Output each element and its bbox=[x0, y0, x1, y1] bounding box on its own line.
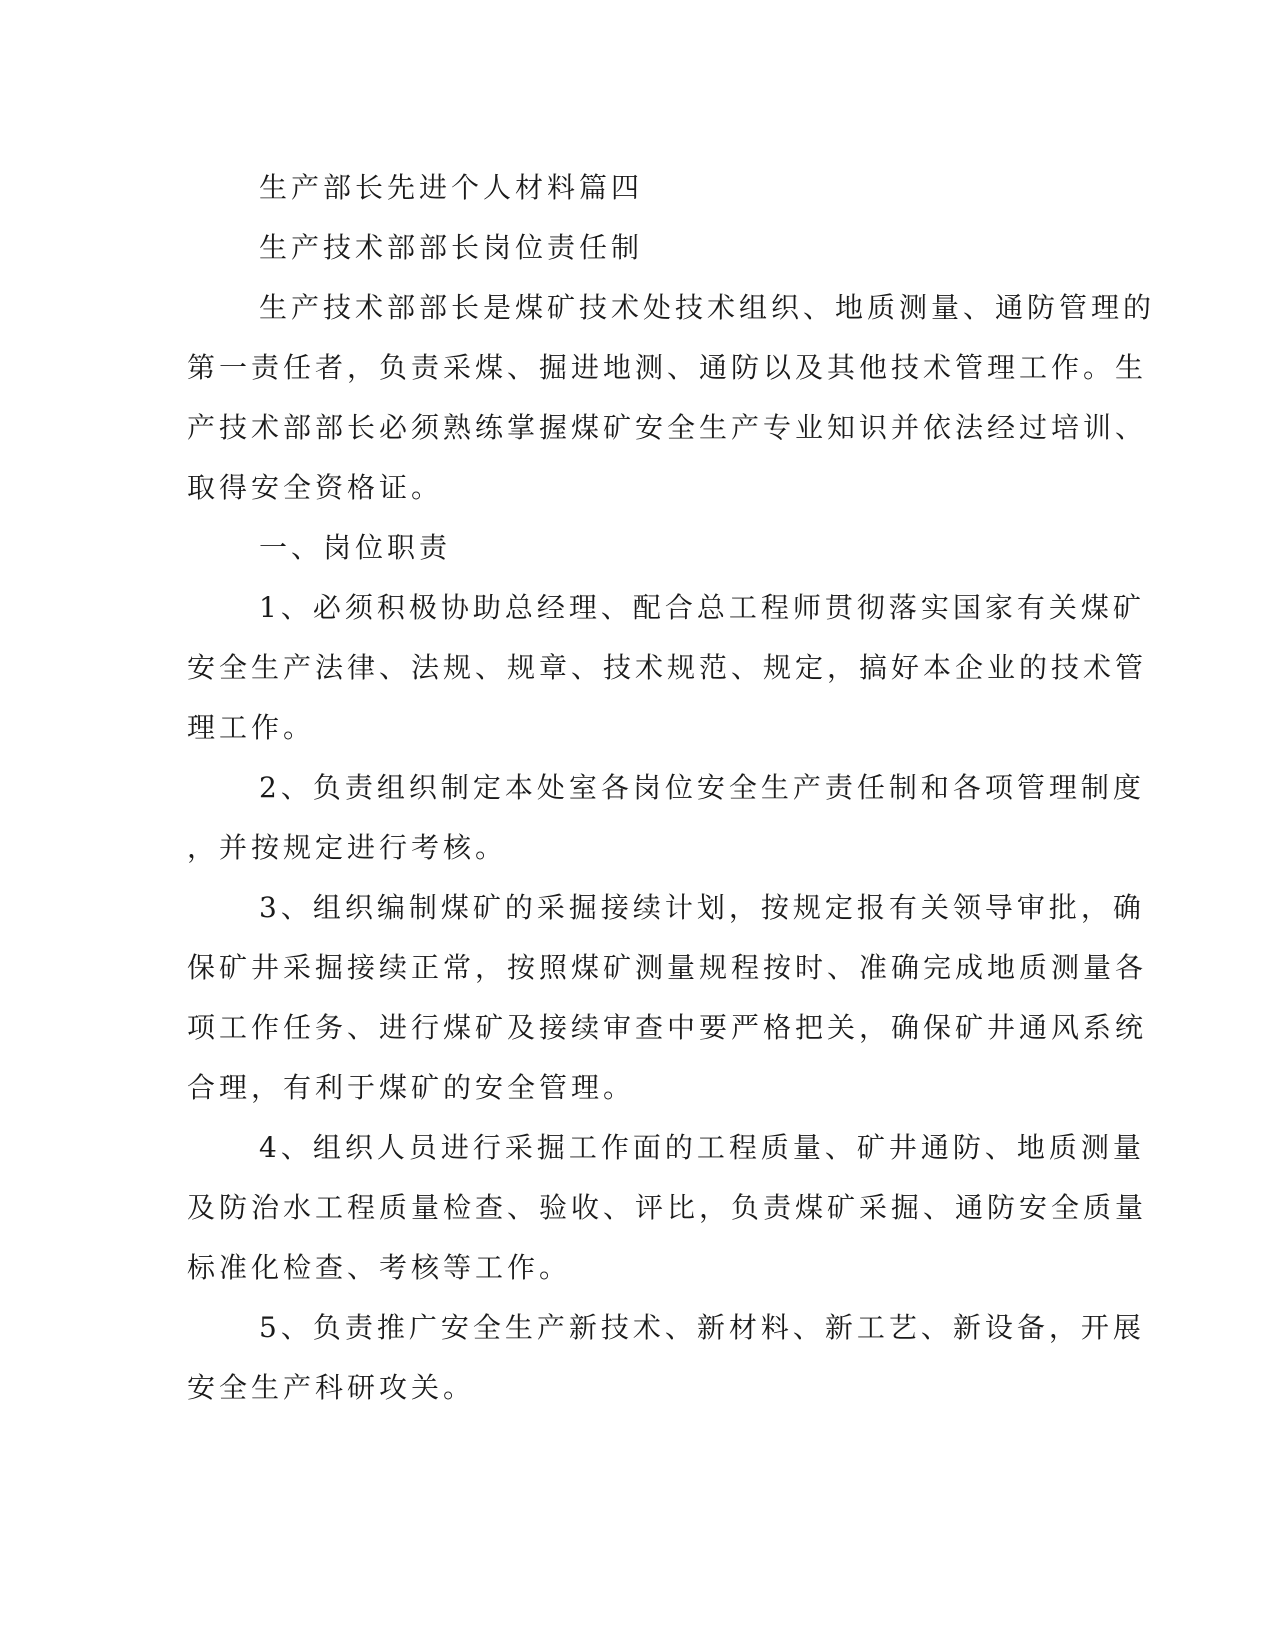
paragraph-line: 合理，有利于煤矿的安全管理。 bbox=[187, 1071, 636, 1104]
duty-item-1 bbox=[187, 578, 1148, 758]
paragraph-line: 及防治水工程质量检查、验收、评比，负责煤矿采掘、通防安全质量 bbox=[187, 1191, 1148, 1224]
duty-item-3 bbox=[187, 878, 1148, 1118]
paragraph-line: 产技术部部长必须熟练掌握煤矿安全生产专业知识并依法经过培训、 bbox=[187, 411, 1148, 444]
document-body bbox=[187, 158, 1156, 1418]
document-title: 生产部长先进个人材料篇四 bbox=[259, 171, 644, 204]
duty-item-5 bbox=[187, 1298, 1145, 1418]
paragraph-line: 生产技术部部长是煤矿技术处技术组织、地质测量、通防管理的 bbox=[259, 291, 1156, 324]
duty-item-4 bbox=[187, 1118, 1148, 1298]
paragraph-line: 保矿井采掘接续正常，按照煤矿测量规程按时、准确完成地质测量各 bbox=[187, 951, 1148, 984]
intro-paragraph bbox=[187, 278, 1156, 518]
paragraph-line: 5、负责推广安全生产新技术、新材料、新工艺、新设备，开展 bbox=[259, 1311, 1145, 1344]
document-subtitle: 生产技术部部长岗位责任制 bbox=[259, 231, 644, 264]
paragraph-line: 3、组织编制煤矿的采掘接续计划，按规定报有关领导审批，确 bbox=[259, 891, 1145, 924]
paragraph-line: 第一责任者，负责采煤、掘进地测、通防以及其他技术管理工作。生 bbox=[187, 351, 1148, 384]
paragraph-line: 安全生产科研攻关。 bbox=[187, 1371, 476, 1404]
section-heading: 一、岗位职责 bbox=[259, 531, 452, 564]
paragraph-line: ，并按规定进行考核。 bbox=[187, 831, 508, 864]
paragraph-line: 标准化检查、考核等工作。 bbox=[187, 1251, 572, 1284]
paragraph-line: 2、负责组织制定本处室各岗位安全生产责任制和各项管理制度 bbox=[259, 771, 1145, 804]
duty-item-2 bbox=[187, 758, 1145, 878]
paragraph-line: 1、必须积极协助总经理、配合总工程师贯彻落实国家有关煤矿 bbox=[259, 591, 1145, 624]
paragraph-line: 理工作。 bbox=[187, 711, 316, 744]
paragraph-line: 取得安全资格证。 bbox=[187, 471, 444, 504]
paragraph-line: 项工作任务、进行煤矿及接续审查中要严格把关，确保矿井通风系统 bbox=[187, 1011, 1148, 1044]
paragraph-line: 安全生产法律、法规、规章、技术规范、规定，搞好本企业的技术管 bbox=[187, 651, 1148, 684]
paragraph-line: 4、组织人员进行采掘工作面的工程质量、矿井通防、地质测量 bbox=[259, 1131, 1145, 1164]
